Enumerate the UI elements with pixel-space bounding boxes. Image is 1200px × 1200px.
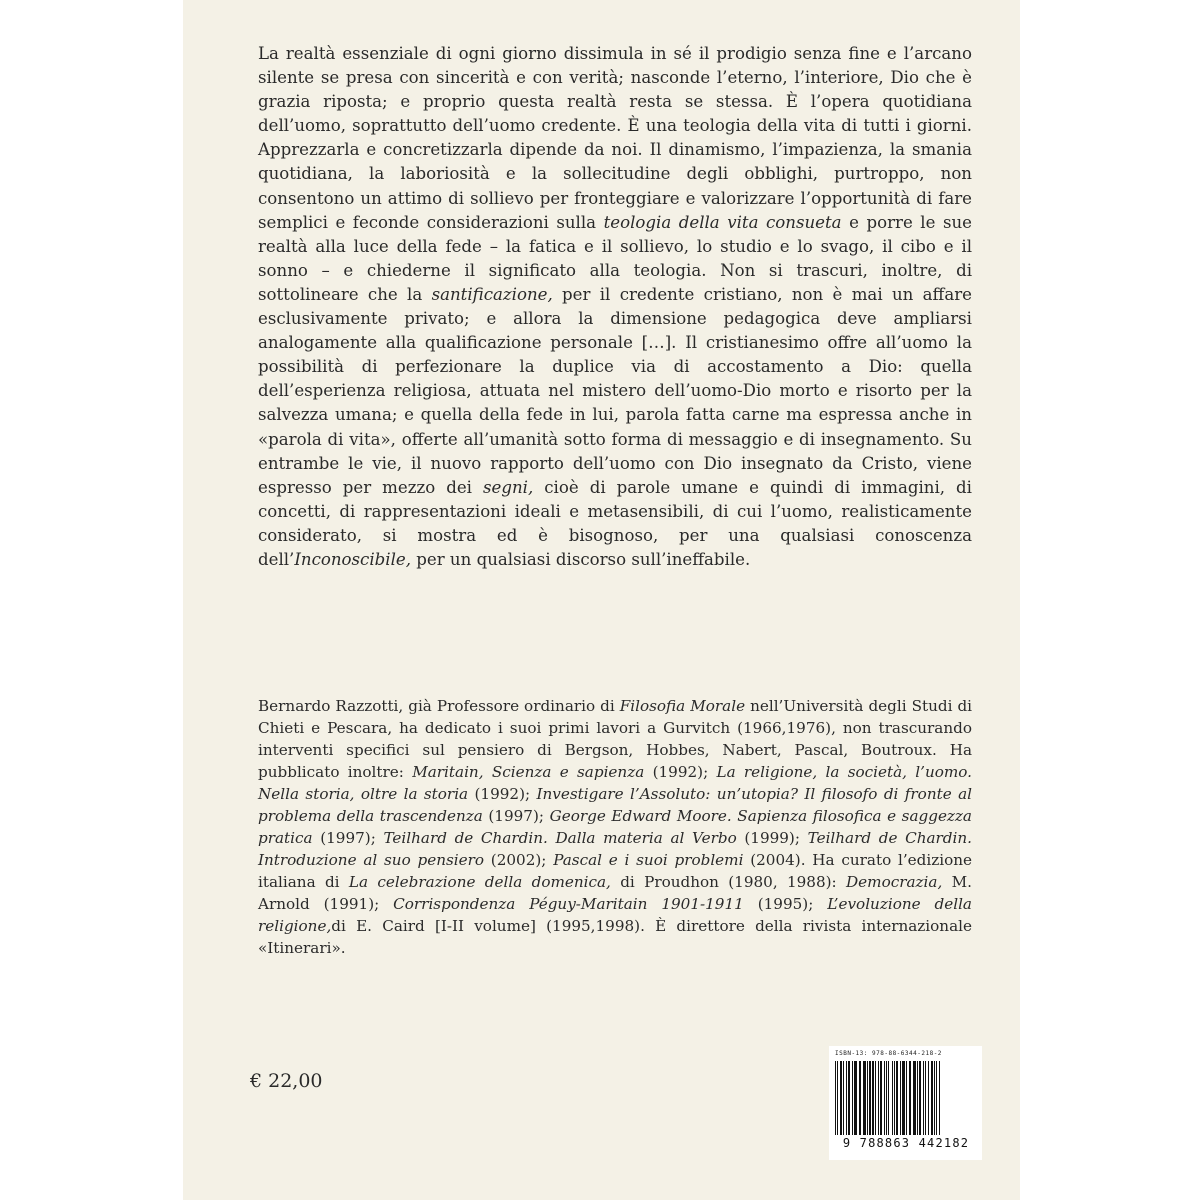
bio-text-4: (1992); [468,785,537,803]
isbn-label: ISBN-13: 978-88-6344-218-2 [835,1050,942,1057]
blurb-part-4: cioè di parole umane e quindi di immagini, di concetti, di rappresentazioni ideali e metasensibili, di cui l’uomo, realisticamente considerato, si mostra ed è bisognoso, per una qualsiasi conoscenza dell’ [258,477,972,569]
bio-text-12: (1995); [743,895,828,913]
bio-italic-5: George Edward Moore. Sapienza filosofica e saggezza pratica [258,807,972,847]
bio-text-10: di Proudhon (1980, 1988): [610,873,846,891]
blurb-text [258,42,972,572]
bio-italic-1: Filosofia Morale [619,697,746,715]
blurb-part-2: e porre le sue realtà alla luce della fede – la fatica e il sollievo, lo studio e lo svago, il cibo e il sonno – e chiederne il significato alla teologia. Non si trascuri, inoltre, di sottolineare che la [258,212,972,304]
blurb-italic-2: santificazione, [431,284,553,304]
bio-text-8: (2002); [484,851,554,869]
bio-text-13: di E. Caird [I-II volume] (1995,1998). È direttore della rivista internazionale «Itinerari». [258,917,972,957]
barcode-bars [835,1061,977,1135]
author-bio [258,695,972,959]
price-label: € 22,00 [250,1070,323,1092]
barcode-bar [940,1061,941,1135]
bio-italic-2: Maritain, Scienza e sapienza [412,763,645,781]
blurb-part-5: per un qualsiasi discorso sull’ineffabile. [411,549,751,569]
blurb-part-1: La realtà essenziale di ogni giorno dissimula in sé il prodigio senza fine e l’arcano silente se presa con sincerità e con verità; nasconde l’eterno, l’interiore, Dio che è grazia riposta; e proprio questa realtà resta se stessa. È l’opera quotidiana dell’uomo, soprattutto dell’uomo credente. È una teologia della vita di tutti i giorni. Apprezzarla e concretizzarla dipende da noi. Il dinamismo, l’impazienza, la smania quotidiana, la laboriosità e la sollecitudine degli obblighi, purtroppo, non consentono un attimo di sollievo per fronteggiare e valorizzare l’opportunità di fare semplici e feconde considerazioni sulla [258,44,972,232]
bio-italic-7: Teilhard de Chardin. Introduzione al suo pensiero [258,829,972,869]
bio-italic-12: L’evoluzione della religione, [258,895,972,935]
bio-italic-8: Pascal e i suoi problemi [553,851,744,869]
blurb-italic-1: teologia della vita consueta [603,212,842,232]
bio-text-1: Bernardo Razzotti, già Professore ordinario di [258,697,620,715]
ean-digits: 9 788863 442182 [842,1136,970,1150]
bio-text-6: (1997); [312,829,384,847]
bio-italic-4: Investigare l’Assoluto: un’utopia? Il filosofo di fronte al problema della trascendenza [258,785,972,825]
barcode [829,1046,982,1160]
blurb-italic-3: segni, [483,477,534,497]
blurb-part-3: per il credente cristiano, non è mai un affare esclusivamente privato; e allora la dimensione pedagogica deve ampliarsi analogamente alla qualificazione personale […]. Il cristianesimo offre all’uomo la possibilità di perfezionare la duplice via di accostamento a Dio: quella dell’esperienza religiosa, attuata nel mistero dell’uomo-Dio morto e risorto per la salvezza umana; e quella della fede in lui, parola fatta carne ma espressa anche in «parola di vita», offerte all’umanità sotto forma di messaggio e di insegnamento. Su entrambe le vie, il nuovo rapporto dell’uomo con Dio insegnato da Cristo, viene espresso per mezzo dei [258,284,972,497]
bio-italic-6: Teilhard de Chardin. Dalla materia al Verbo [383,829,737,847]
bio-text-7: (1999); [736,829,808,847]
bio-italic-9: La celebrazione della domenica, [348,873,611,891]
bio-text-5: (1997); [482,807,550,825]
bio-italic-10: Democrazia, [846,873,943,891]
bio-text-2: nell’Università degli Studi di Chieti e Pescara, ha dedicato i suoi primi lavori a Gurvitch (1966,1976), non trascurando interventi specifici sul pensiero di Bergson, Hobbes, Nabert, Pascal, Boutroux. Ha pubblicato inoltre: [258,697,973,781]
blurb-italic-4: Inconoscibile, [294,549,411,569]
bio-text-3: (1992); [644,763,717,781]
bio-italic-11: Corrispondenza Péguy-Maritain 1901-1911 [393,895,744,913]
bio-italic-3: La religione, la società, l’uomo. Nella storia, oltre la storia [258,763,973,803]
bio-text-11: M. Arnold (1991); [258,873,972,913]
bio-text-9: (2004). Ha curato l’edizione italiana di [258,851,972,891]
